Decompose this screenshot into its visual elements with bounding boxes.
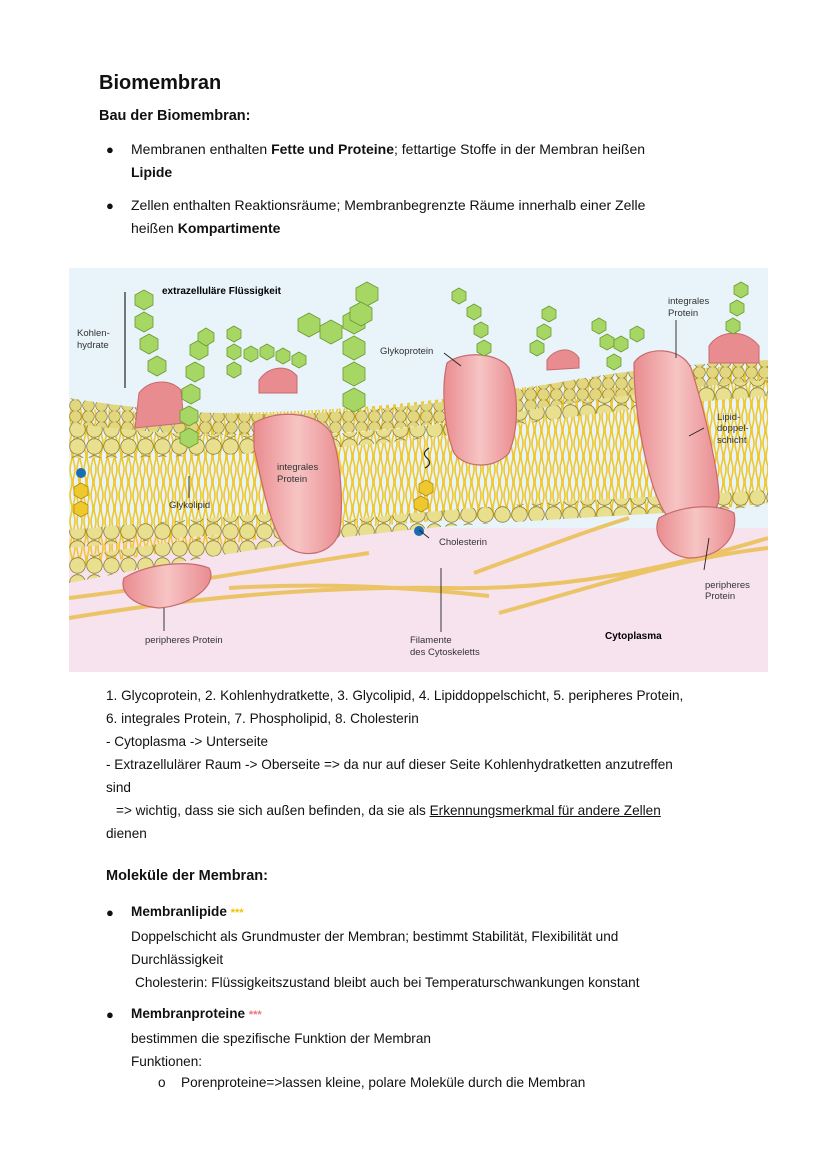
label-integral-top-1: integrales (668, 296, 710, 307)
label-peripheral-left: peripheres Protein (145, 635, 223, 646)
bullet-marker: ● (106, 198, 114, 213)
label-filaments-1: Filamente (410, 635, 452, 646)
biomembrane-diagram (69, 268, 768, 672)
label-integral-top-2: Protein (668, 308, 699, 319)
label-carbs-1: Kohlen- (77, 328, 110, 339)
bullet-compartments: Zellen enthalten Reaktionsräume; Membranbegrenzte Räume innerhalb einer Zelle heißen Kompartimente (131, 197, 646, 236)
label-integral-mid-2: Protein (277, 474, 308, 485)
bullet-marker: ● (106, 905, 114, 920)
legend-line: 6. integrales Protein, 7. Phospholipid, 8. Cholesterin (106, 711, 419, 726)
label-lipid-1: Lipid- (717, 412, 741, 423)
label-glycoprotein: Glykoprotein (380, 346, 434, 357)
bullet-marker: ● (106, 142, 114, 157)
label-carbs-2: hydrate (77, 340, 109, 351)
legend-line: sind (106, 780, 131, 795)
label-lipid-3: schicht (717, 435, 747, 446)
sub-bullet-marker: o (158, 1075, 166, 1090)
pore-proteins-item: Porenproteine=>lassen kleine, polare Moleküle durch die Membran (181, 1075, 586, 1090)
section-heading-molecules: Moleküle der Membran: (106, 868, 268, 884)
page-title: Biomembran (99, 72, 222, 94)
label-peripheral-right-1: peripheres (705, 580, 750, 591)
section-heading-structure: Bau der Biomembran: (99, 108, 251, 124)
label-integral-mid-1: integrales (277, 462, 319, 473)
glycoprotein (444, 355, 517, 465)
label-cytoplasm: Cytoplasma (605, 631, 662, 642)
label-extracellular: extrazelluläre Flüssigkeit (162, 286, 281, 297)
legend-line: dienen (106, 826, 147, 841)
legend-line: - Cytoplasma -> Unterseite (106, 734, 269, 749)
label-filaments-2: des Cytoskeletts (410, 647, 480, 658)
label-cholesterol: Cholesterin (439, 537, 488, 548)
label-glycolipid: Glykolipid (169, 500, 211, 511)
bullet-marker: ● (106, 1007, 114, 1022)
membrane-lipids-block: Membranlipide *** Doppelschicht als Grundmuster der Membran; bestimmt Stabilität, Flexibilität und Durchlässigkeit Cholesterin: Flüssigkeitszustand bleibt auch bei Temperaturschwankungen konstant (131, 904, 640, 990)
label-lipid-2: doppel- (717, 423, 749, 434)
membrane-proteins-block: Membranproteine *** bestimmen die spezifische Funktion der Membran Funktionen: (131, 1006, 431, 1069)
label-peripheral-right-2: Protein (705, 591, 736, 602)
legend-line: 1. Glycoprotein, 2. Kohlenhydratkette, 3. Glycolipid, 4. Lipiddoppelschicht, 5. peripheres Protein, (106, 688, 684, 703)
legend-block (106, 684, 786, 845)
legend-line: => wichtig, dass sie sich außen befinden, da sie als Erkennungsmerkmal für andere Zellen (116, 803, 661, 818)
legend-line: - Extrazellulärer Raum -> Oberseite => da nur auf dieser Seite Kohlenhydratketten anzutreffen (106, 757, 673, 772)
bullet-lipids: Membranen enthalten Fette und Proteine; fettartige Stoffe in der Membran heißen Lipide (131, 141, 646, 180)
